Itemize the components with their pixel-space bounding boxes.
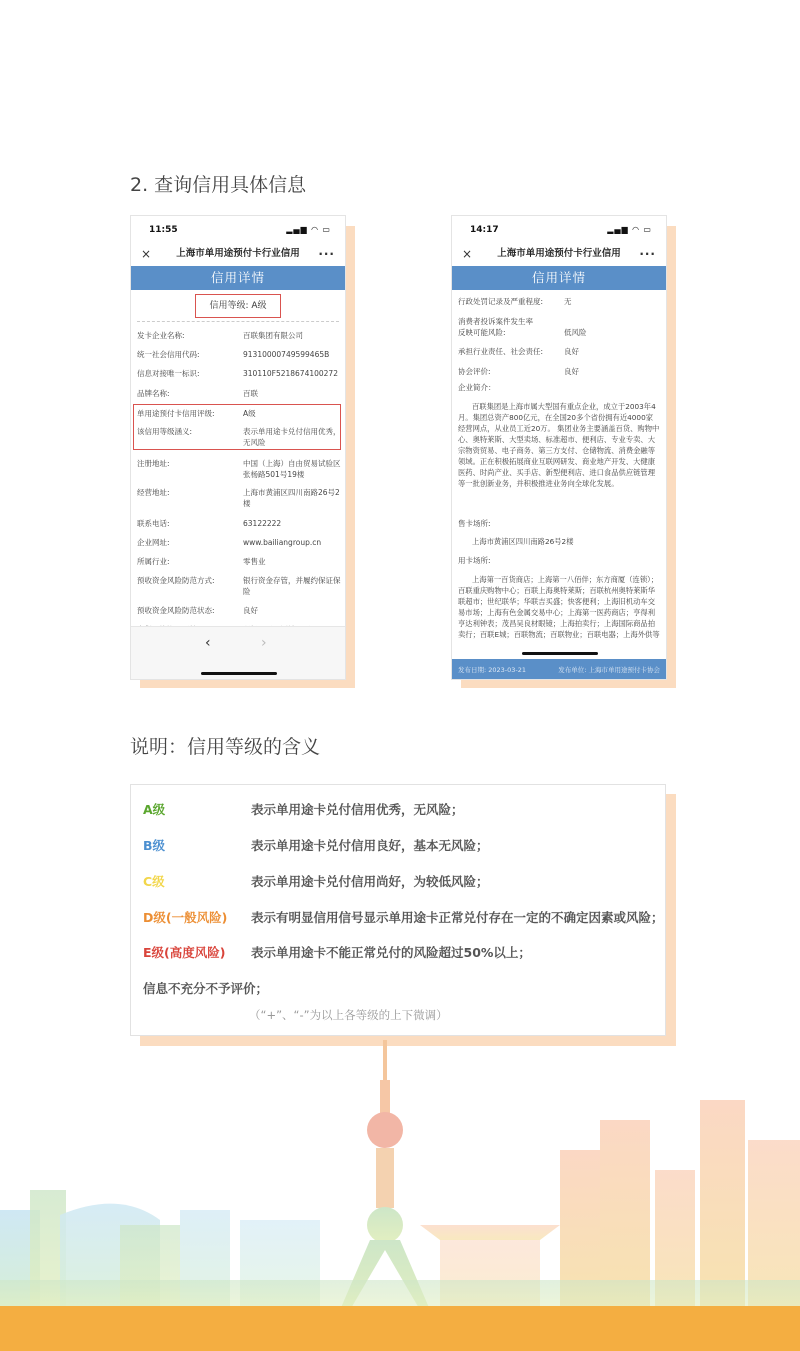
section-title-query: 2. 查询信用具体信息 — [130, 174, 307, 196]
use-location-label: 用卡场所: — [458, 556, 491, 565]
phone1-time: 11:55 — [149, 225, 178, 235]
phone2-time: 14:17 — [470, 225, 499, 235]
section-title-legend: 说明：信用等级的含义 — [130, 736, 321, 758]
phone2-screenshot: 14:17 ▂▄▆ ◠ ▭ × 上海市单用途预付卡行业信用 ··· 信用详情 行政处罚记录及严重程度: 无 消费者投诉案件发生率反映可能风险: 低风险 承担行业责任、社会责任: 良好 协会评价: 良好 企业简介： 百联集团是上海市属大型国有重点企业，成立于2003年4月。集团总资产800亿元，在全国20多个省份拥有近4000家经营网点，从业员工近20万。 集团业务主要涵盖百货、购物中心、奥特莱斯、大型卖场、标准超市、便利店、专业专卖、大宗物资贸易、电子商务、第三方支付、仓储物流、消费金融等领域。正在积极拓展商业互联网研发、商业地产开发、大健康医药、时尚产业、买手店、新型便利店、进口食品供应链管理等一批创新业务，并积极推进业务向全球化发展。 售卡场所: 上海市黄浦区四川南路26号2楼 用卡场所: 上海第一百货商店；上海第一八佰伴；东方商厦（连锁）；百联重庆购物中心；百联上海奥特莱斯；百联杭州奥特莱斯华联超市；世纪联华；华联吉买盛；快客便利；上海旧机动车交易市场；上海有色金属交易中心；上海第一医药商店；亨得利亨达利钟表；茂昌吴良材眼镜；上海拍卖行；上海国际商品拍卖行；百联E城；百联物流；百联物业；百联电器；上海外供等 发布日期: 2023-03-21 发布单位: 上海市单用途预付卡协会 — [451, 215, 667, 680]
phone1-nav-title: 上海市单用途预付卡行业信用 — [176, 248, 300, 259]
sale-location-label: 售卡场所: — [458, 519, 491, 528]
home-indicator — [522, 652, 598, 655]
grade-d-desc: 表示有明显信用信号显示单用途卡正常兑付存在一定的不确定因素或风险； — [251, 910, 664, 925]
phone1-screenshot: 11:55 ▂▄▆ ◠ ▭ × 上海市单用途预付卡行业信用 ··· 信用详情 信用等级: A级 发卡企业名称: 百联集团有限公司 统一社会信用代码: 91310000749599465B 信息对接唯一标识: 310110F5218674100272 品牌名称: 百联 单用途预付卡信用评级: A级 该信用等级涵义: 表示单用途卡兑付信用优秀，无风险 注册地址: 中国（上海）自由贸易试验区张杨路501号19楼 经营地址: 上海市黄浦区四川南路26号2楼 联系电话: 63122222 企业网址: www.bailiangroup.cn 所属行业: 零售业 预收资金风险防范方式: 银行资金存管，并履约保证保险 预收资金风险防范状态: 良好 ‹ › — [130, 215, 346, 680]
home-indicator — [201, 672, 277, 675]
phone1-statusbar — [131, 216, 345, 242]
grade-c: C级 — [143, 874, 165, 889]
divider — [137, 321, 339, 322]
grade-b-desc: 表示单用途卡兑付信用良好，基本无风险； — [251, 838, 489, 853]
signal-wifi-battery-icon: ▂▄▆ ◠ ▭ — [286, 225, 331, 234]
city-skyline-illustration — [0, 1040, 800, 1310]
grade-e: E级(高度风险) — [143, 945, 226, 960]
publish-date: 发布日期: 2023-03-21 — [458, 666, 527, 674]
more-icon[interactable]: ··· — [639, 247, 656, 261]
publish-footer — [452, 659, 666, 679]
intro-paragraph: 百联集团是上海市属大型国有重点企业，成立于2003年4月。集团总资产800亿元，在全国20多个省份拥有近4000家经营网点，从业员工近20万。 集团业务主要涵盖百货、购物中心、奥特莱斯、大型卖场、标准超市、便利店、专业专卖、大宗物资贸易、电子商务、第三方支付、仓储物流、消费金融等领域。正在积极拓展商业互联网研发、商业地产开发、大健康医药、时尚产业、买手店、新型便利店、进口食品供应链管理等一批创新业务，并积极推进业务向全球化发展。 — [458, 402, 660, 488]
intro-label: 企业简介： — [458, 383, 496, 392]
credit-grade-box: 信用等级: A级 — [195, 294, 281, 318]
close-icon[interactable]: × — [462, 247, 473, 261]
signal-wifi-battery-icon: ▂▄▆ ◠ ▭ — [607, 225, 652, 234]
grade-b: B级 — [143, 838, 166, 853]
grade-a: A级 — [143, 802, 166, 817]
no-rating-text: 信息不充分不予评价； — [143, 981, 269, 996]
use-location-list: 上海第一百货商店；上海第一八佰伴；东方商厦（连锁）；百联重庆购物中心；百联上海奥特莱斯；百联杭州奥特莱斯华联超市；世纪联华；华联吉买盛；快客便利；上海旧机动车交易市场；上海有色金属交易中心；上海第一医药商店；亨得利亨达利钟表；茂昌吴良材眼镜；上海拍卖行；上海国际商品拍卖行；百联E城；百联物流；百联物业；百联电器；上海外供等 — [458, 575, 660, 639]
close-icon[interactable]: × — [141, 247, 152, 261]
phone2-statusbar — [452, 216, 666, 242]
sale-location-address: 上海市黄浦区四川南路26号2楼 — [472, 537, 574, 546]
grade-c-desc: 表示单用途卡兑付信用尚好，为较低风险； — [251, 874, 489, 889]
more-icon[interactable]: ··· — [318, 247, 335, 261]
adjustment-note: （“+”、“-”为以上各等级的上下微调） — [249, 1008, 448, 1022]
phone2-nav-title: 上海市单用途预付卡行业信用 — [497, 248, 621, 259]
grade-e-desc: 表示单用途卡不能正常兑付的风险超过50%以上； — [251, 945, 531, 960]
legend-card — [130, 784, 666, 1036]
grade-a-desc: 表示单用途卡兑付信用优秀，无风险； — [251, 802, 464, 817]
publish-unit: 发布单位: 上海市单用途预付卡协会 — [558, 666, 660, 674]
grade-d: D级(一般风险) — [143, 910, 228, 925]
phone2-navbar — [452, 242, 666, 266]
phone1-header: 信用详情 — [131, 266, 345, 290]
phone1-navbar — [131, 242, 345, 266]
phone2-header: 信用详情 — [452, 266, 666, 290]
back-arrow-icon[interactable]: ‹ — [205, 635, 211, 651]
browser-bottom-nav — [131, 626, 345, 679]
forward-arrow-icon[interactable]: › — [261, 635, 267, 651]
footer-orange-band — [0, 1306, 800, 1351]
